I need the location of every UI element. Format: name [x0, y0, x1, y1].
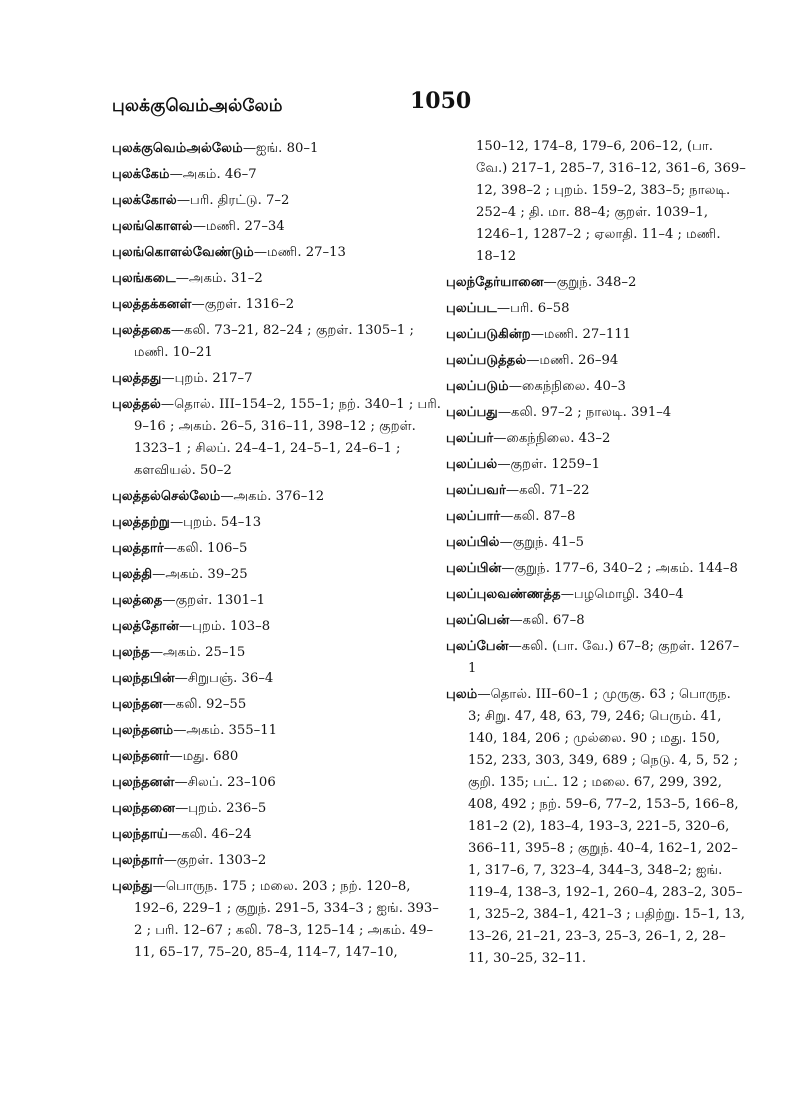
headword: புலப்பின் [446, 561, 502, 576]
index-entry [112, 590, 442, 612]
index-entry [446, 376, 746, 398]
references: —ஐங். 80–1 [242, 141, 319, 156]
headword: புலந்தனர் [112, 749, 170, 764]
headword: புலப்பென் [446, 613, 510, 628]
references: —சிலப். 23–106 [174, 775, 276, 790]
headword: புலப்பார் [446, 509, 501, 524]
headword: புலத்தக்கனள் [112, 297, 192, 312]
headword: புலந்தனை [112, 801, 176, 816]
headword: புலத்தது [112, 371, 162, 386]
references: —கலி. 71–22 [505, 483, 590, 498]
index-entry [446, 684, 746, 970]
references: —குறள். 1303–2 [163, 853, 267, 868]
headword: புலங்கொளல் [112, 219, 193, 234]
headword: புலப்படுகின்ற [446, 327, 531, 342]
index-entry [446, 428, 746, 450]
left-column [112, 138, 442, 968]
headword: புலப்பில் [446, 535, 500, 550]
index-entry [112, 486, 442, 508]
references: —புறம். 236–5 [175, 801, 267, 816]
references: —அகம். 31–2 [175, 271, 263, 286]
index-entry [112, 694, 442, 716]
references: —அகம். 39–25 [152, 567, 248, 582]
index-entry [446, 298, 746, 320]
references: —அகம். 46–7 [169, 167, 257, 182]
index-entry [446, 480, 746, 502]
index-entry [446, 454, 746, 476]
headword: புலப்பவர் [446, 483, 506, 498]
right-column [446, 136, 746, 974]
headword: புலப்புலவண்ணத்த [446, 587, 561, 602]
references: —கலி. 46–24 [168, 827, 252, 842]
references: —குறள். 1301–1 [162, 593, 266, 608]
headword: புலக்கேம் [112, 167, 170, 182]
running-head: புலக்குவெம்அல்லேம் [112, 96, 283, 116]
references: —கலி. 97–2 ; நாலடி. 391–4 [497, 405, 672, 420]
references: —கலி. (பா. வே.) 67–8; குறள். 1267–1 [468, 639, 740, 676]
index-entry [112, 772, 442, 794]
headword: புலப்பேன் [446, 639, 509, 654]
headword: புலப்பட [446, 301, 497, 316]
headword: புலப்பது [446, 405, 498, 420]
headword: புலக்குவெம்அல்லேம் [112, 141, 243, 156]
index-entry [112, 616, 442, 638]
references: —மணி. 26–94 [526, 353, 619, 368]
index-entry [446, 610, 746, 632]
index-entry [112, 138, 442, 160]
references: —பரி. திரட்டு. 7–2 [176, 193, 290, 208]
references: —சிறுபஞ். 36–4 [174, 671, 274, 686]
references: —பொருந. 175 ; மலை. 203 ; நற். 120–8, 192–6, 229–1 ; குறுந். 291–5, 334–3 ; ஐங். 393–2 ; பரி. 12–67 ; கலி. 78–3, 125–14 ; அகம். 49–11, 65–17, 75–20, 85–4, 114–7, 147–10, [134, 879, 439, 960]
references: —புறம். 103–8 [178, 619, 271, 634]
index-entry [112, 850, 442, 872]
page-number: 1050 [410, 88, 472, 114]
references: —புறம். 217–7 [161, 371, 253, 386]
index-entry [446, 558, 746, 580]
headword: புலந்தாய் [112, 827, 169, 842]
headword: புலந்தனள் [112, 775, 175, 790]
headword: புலப்பர் [446, 431, 494, 446]
index-entry [446, 272, 746, 294]
headword: புலத்தகை [112, 323, 171, 338]
index-entry [112, 268, 442, 290]
index-entry [112, 746, 442, 768]
headword: புலப்படுத்தல் [446, 353, 527, 368]
headword: புலக்கோல் [112, 193, 177, 208]
index-entry [112, 876, 442, 964]
references: —பழமொழி. 340–4 [560, 587, 684, 602]
index-entry [446, 350, 746, 372]
references: —அகம். 355–11 [173, 723, 278, 738]
index-entry [446, 136, 746, 268]
index-entry [112, 720, 442, 742]
headword: புலந்தபின் [112, 671, 175, 686]
index-entry [112, 798, 442, 820]
index-entry [112, 320, 442, 364]
index-entry [112, 294, 442, 316]
headword: புலந்தேர்யானை [446, 275, 544, 290]
headword: புலத்தை [112, 593, 163, 608]
headword: புலப்பல் [446, 457, 498, 472]
references: —மணி. 27–13 [253, 245, 346, 260]
references: —குறள். 1259–1 [497, 457, 600, 472]
index-entry [112, 824, 442, 846]
references: —குறுந். 348–2 [543, 275, 637, 290]
references: —தொல். III–60–1 ; முருகு. 63 ; பொருந. 3; சிறு. 47, 48, 63, 79, 246; பெரும். 41, 140, 184, 206 ; முல்லை. 90 ; மது. 150, 152, 233, 303, 349, 689 ; நெடு. 4, 5, 52 ; குறி. 135; பட். 12 ; மலை. 67, 299, 392, 408, 492 ; நற். 59–6, 77–2, 153–5, 166–8, 181–2 (2), 183–4, 193–3, 221–5, 320–6, 366–11, 395–8 ; குறுந். 40–4, 162–1, 202–1, 317–6, 7, 323–4, 344–3, 348–2; ஐங். 119–4, 138–3, 192–1, 260–4, 283–2, 305–1, 325–2, 384–1, 421–3 ; பதிற்று. 15–1, 13, 13–26, 21–21, 23–3, 25–3, 26–1, 2, 28–11, 30–25, 32–11. [468, 687, 745, 966]
references: —கலி. 106–5 [163, 541, 248, 556]
references: —அகம். 376–12 [220, 489, 325, 504]
index-entry [112, 668, 442, 690]
references: —கலி. 67–8 [509, 613, 585, 628]
references: —குறுந். 41–5 [499, 535, 585, 550]
references: —பரி. 6–58 [496, 301, 570, 316]
headword: புலங்கடை [112, 271, 176, 286]
index-entry [446, 324, 746, 346]
references: —கைந்நிலை. 40–3 [508, 379, 626, 394]
index-entry [112, 242, 442, 264]
headword: புலத்தி [112, 567, 153, 582]
references: —மணி. 27–111 [530, 327, 632, 342]
index-entry [446, 532, 746, 554]
index-entry [112, 642, 442, 664]
headword: புலம் [446, 687, 478, 702]
index-entry [112, 190, 442, 212]
index-entry [112, 512, 442, 534]
headword: புலந்து [112, 879, 153, 894]
index-entry [112, 368, 442, 390]
headword: புலத்தல்செல்லேம் [112, 489, 221, 504]
references: —தொல். III–154–2, 155–1; நற். 340–1 ; பரி. 9–16 ; அகம். 26–5, 316–11, 398–12 ; குறள். 1323–1 ; சிலப். 24–4–1, 24–5–1, 24–6–1 ; களவியல். 50–2 [134, 397, 442, 478]
references: —கலி. 92–55 [162, 697, 247, 712]
index-entry [112, 164, 442, 186]
headword: புலங்கொளல்வேண்டும் [112, 245, 254, 260]
references: —கலி. 73–21, 82–24 ; குறள். 1305–1 ; மணி. 10–21 [134, 323, 414, 360]
headword: புலத்தல் [112, 397, 161, 412]
headword: புலந்த [112, 645, 150, 660]
headword: புலத்தற்று [112, 515, 170, 530]
index-entry [112, 564, 442, 586]
headword: புலந்தார் [112, 853, 164, 868]
references: —கைந்நிலை. 43–2 [493, 431, 611, 446]
references: —குறுந். 177–6, 340–2 ; அகம். 144–8 [501, 561, 738, 576]
headword: புலப்படும் [446, 379, 509, 394]
index-entry [112, 394, 442, 482]
references: —மது. 680 [169, 749, 239, 764]
index-entry [446, 506, 746, 528]
references: 150–12, 174–8, 179–6, 206–12, (பா. வே.) 217–1, 285–7, 316–12, 361–6, 369–12, 398–2 ; புறம். 159–2, 383–5; நாலடி. 252–4 ; தி. மா. 88–4; குறள். 1039–1, 1246–1, 1287–2 ; ஏலாதி. 11–4 ; மணி. 18–12 [476, 139, 746, 264]
headword: புலத்தோன் [112, 619, 179, 634]
headword: புலந்தனம் [112, 723, 174, 738]
references: —மணி. 27–34 [192, 219, 285, 234]
references: —குறள். 1316–2 [191, 297, 295, 312]
index-entry [446, 584, 746, 606]
references: —புறம். 54–13 [169, 515, 262, 530]
index-entry [112, 216, 442, 238]
index-entry [112, 538, 442, 560]
headword: புலத்தார் [112, 541, 164, 556]
index-entry [446, 402, 746, 424]
references: —கலி. 87–8 [500, 509, 576, 524]
headword: புலந்தன [112, 697, 163, 712]
references: —அகம். 25–15 [149, 645, 246, 660]
index-entry [446, 636, 746, 680]
